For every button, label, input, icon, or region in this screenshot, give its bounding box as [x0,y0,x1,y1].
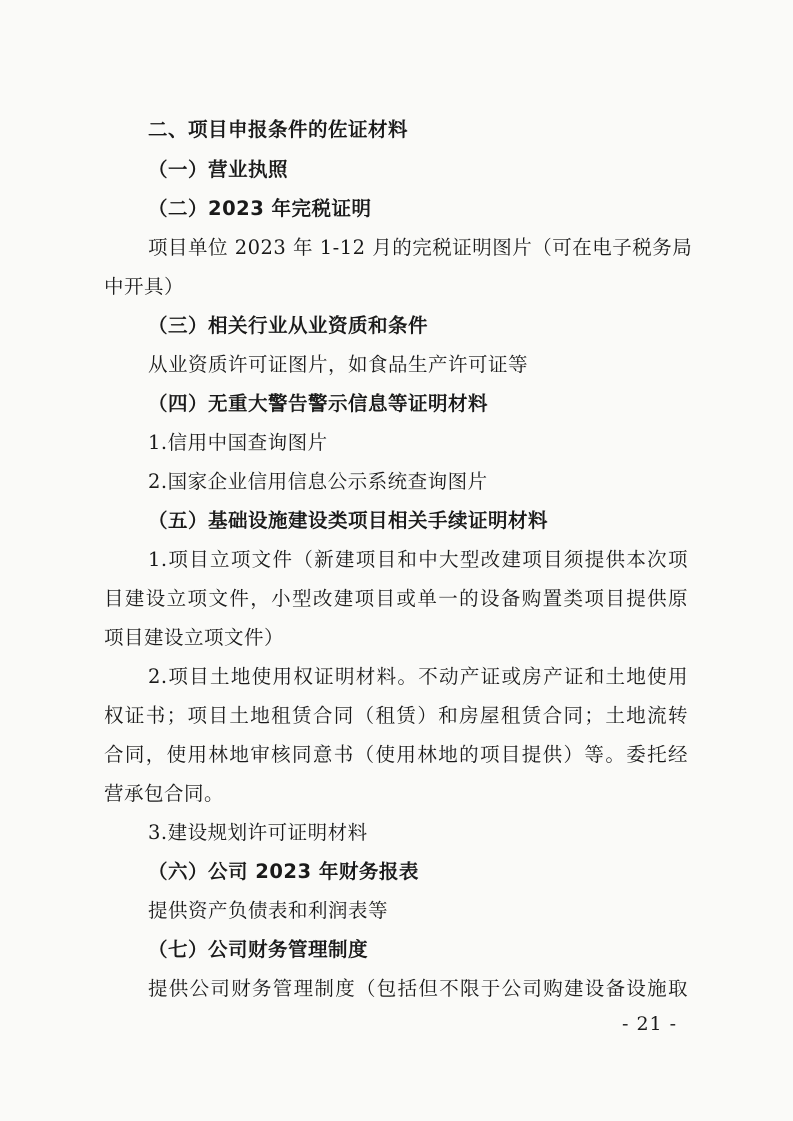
list-item-credit-china: 1.信用中国查询图片 [148,431,328,454]
subheading-no-warnings: （四）无重大警告警示信息等证明材料 [148,392,489,415]
paragraph-land-use-line-1: 2.项目土地使用权证明材料。不动产证或房产证和土地使用 [148,665,688,688]
paragraph-project-approval-line-1: 1.项目立项文件（新建项目和中大型改建项目须提供本次项 [148,548,688,571]
list-item-credit-publicity: 2.国家企业信用信息公示系统查询图片 [148,470,488,493]
list-item-planning-permit: 3.建设规划许可证明材料 [148,821,368,844]
paragraph-financial-statements: 提供资产负债表和利润表等 [148,899,389,922]
subheading-business-license: （一）营业执照 [148,158,289,181]
paragraph-project-approval-line-2: 目建设立项文件，小型改建项目或单一的设备购置类项目提供原 [104,587,688,610]
paragraph-project-approval-line-3: 项目建设立项文件） [104,626,285,649]
subheading-financial-management: （七）公司财务管理制度 [148,938,369,961]
paragraph-land-use-line-3: 合同，使用林地审核同意书（使用林地的项目提供）等。委托经 [104,743,688,766]
paragraph-tax-line-2: 中开具） [104,275,185,298]
subheading-infrastructure: （五）基础设施建设类项目相关手续证明材料 [148,509,549,532]
subheading-qualification: （三）相关行业从业资质和条件 [148,314,429,337]
paragraph-land-use-line-4: 营承包合同。 [104,782,225,805]
paragraph-tax-line-1: 项目单位 2023 年 1-12 月的完税证明图片（可在电子税务局 [148,236,693,259]
paragraph-qualification: 从业资质许可证图片，如食品生产许可证等 [148,353,529,376]
paragraph-land-use-line-2: 权证书；项目土地租赁合同（租赁）和房屋租赁合同；土地流转 [104,704,688,727]
section-title: 二、项目申报条件的佐证材料 [148,118,409,141]
page-number: - 21 - [622,1013,678,1035]
subheading-tax-certificate: （二）2023 年完税证明 [148,197,372,220]
subheading-financial-statements: （六）公司 2023 年财务报表 [148,860,419,883]
paragraph-financial-management: 提供公司财务管理制度（包括但不限于公司购建设备设施取 [148,977,688,1000]
